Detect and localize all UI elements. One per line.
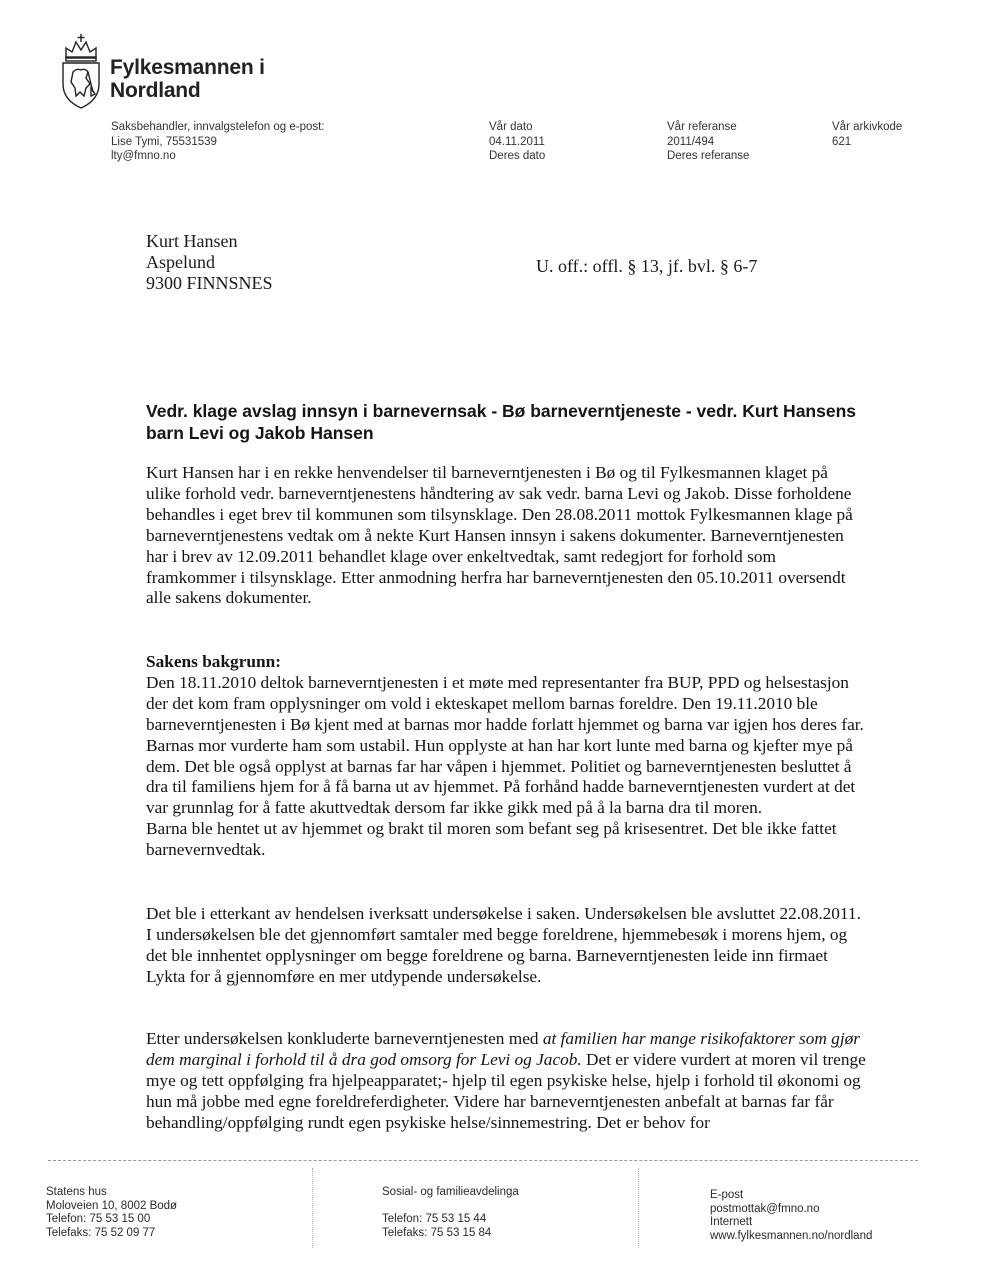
footer-column-divider <box>312 1168 313 1248</box>
org-name-line1: Fylkesmannen i <box>110 56 265 79</box>
recipient-name: Kurt Hansen <box>146 231 238 251</box>
footer-column-divider <box>638 1168 639 1248</box>
classification-note: U. off.: offl. § 13, jf. bvl. § 6-7 <box>536 256 758 276</box>
archive-code: 621 <box>832 135 852 148</box>
recipient-address <box>146 231 273 294</box>
our-reference-label: Vår referanse <box>667 121 737 133</box>
case-handler-email: lty@fmno.no <box>111 150 176 162</box>
footer-website: www.fylkesmannen.no/nordland <box>710 1229 873 1242</box>
footer-line: Telefaks: 75 52 09 77 <box>46 1226 156 1239</box>
letter-title: Vedr. klage avslag innsyn i barnevernsak - Bø barneverntjeneste - vedr. Kurt Hansens barn Levi og Jakob Hansen <box>146 401 857 443</box>
footer-line: E-post <box>710 1189 744 1201</box>
intro-paragraph <box>146 463 866 609</box>
investigation-text: Det ble i etterkant av hendelsen iverksatt undersøkelse i saken. Undersøkelsen ble avsluttet 22.08.2011. I undersøkelsen ble det gjennomført samtaler med begge foreldrene, hjemmebesøk i morens hjem, og det ble innhentet opplysninger om begge foreldrene og barna. Barneverntjenesten leide inn firmaet Lykta for å gjennomføre en mer utdypende undersøkelse. <box>146 904 861 986</box>
footer-department <box>382 1186 519 1240</box>
background-paragraph-2: Barna ble hentet ut av hjemmet og brakt til moren som befant seg på krisesentret. Det ble ikke fattet barnevernvedtak. <box>146 819 837 860</box>
recipient-street: Aspelund <box>146 252 215 272</box>
our-date-label: Vår dato <box>489 121 533 133</box>
footer-line: Telefaks: 75 53 15 84 <box>382 1226 492 1239</box>
investigation-paragraph <box>146 904 866 988</box>
our-date: 04.11.2011 <box>489 135 545 148</box>
reference-block <box>667 120 749 164</box>
our-reference: 2011/494 <box>667 135 715 148</box>
your-reference-label: Deres referanse <box>667 150 750 162</box>
footer-address <box>46 1186 177 1240</box>
footer-line: Statens hus <box>46 1186 107 1198</box>
conclusion-quote: at familien har mange risikofaktorer som gjør dem marginal i forhold til å dra god omsorg for Levi og Jacob. <box>146 1029 860 1069</box>
footer-line: Internett <box>710 1216 753 1228</box>
background-paragraph-1: Den 18.11.2010 deltok barneverntjenesten i et møte med representanter fra BUP, PPD og helsestasjon der det kom fram opplysninger om vold i ekteskapet mellom barnas foreldre. Den 19.11.2010 ble barneverntjenesten i Bø kjent med at barnas mor hadde forlatt hjemmet og barna var igjen hos deres far. Barnas mor vurderte ham som ustabil. Hun opplyste at han har kort lunte med barna og kjefter mye på dem. Det ble også opplyst at barnas far har våpen i hjemmet. Politiet og barneverntjenesten besluttet å dra til familiens hjem for å få barna ut av hjemmet. På forhånd hadde barneverntjenesten vurdert at det var grunnlag for å fatte akuttvedtak dersom far ikke gikk med på å la barna dra til moren. <box>146 672 864 818</box>
footer-contact <box>710 1189 872 1243</box>
archive-block <box>832 120 902 149</box>
background-heading: Sakens bakgrunn: <box>146 652 281 671</box>
recipient-postal: 9300 FINNSNES <box>146 273 273 293</box>
case-handler-block <box>111 120 325 164</box>
footer-divider <box>48 1160 918 1161</box>
your-date-label: Deres dato <box>489 150 546 162</box>
footer-line: Telefon: 75 53 15 00 <box>46 1213 151 1225</box>
intro-text: Kurt Hansen har i en rekke henvendelser til barneverntjenesten i Bø og til Fylkesmannen klaget på ulike forhold vedr. barneverntjenestens håndtering av sak vedr. barna Levi og Jakob. Disse forholdene behandles i eget brev til kommunen som tilsynsklage. Den 28.08.2011 mottok Fylkesmannen klage på barneverntjenestens vedtak om å nekte Kurt Hansen innsyn i sakens dokumenter. Barneverntjenesten har i brev av 12.09.2011 behandlet klage over enkeltvedtak, samt redegjort for forhold som framkommer i tilsynsklage. Etter anmodning herfra har barneverntjenesten den 05.10.2011 oversendt alle sakens dokumenter. <box>146 463 853 608</box>
footer-line: Moloveien 10, 8002 Bodø <box>46 1199 178 1212</box>
date-block <box>489 120 545 164</box>
conclusion-rest: Det er videre vurdert at moren vil trenge mye og tett oppfølging fra hjelpeapparatet;- hjelp til egen psykiske helse, hjelp i forhold til økonomi og hun må jobbe med egne foreldreferdigheter. Videre har barneverntjenesten anbefalt at barnas far får behandling/oppfølging rundt egen psykiske helse/sinnemestring. Det er behov for <box>146 1049 866 1132</box>
case-handler-name: Lise Tymi, 75531539 <box>111 135 217 148</box>
footer-email: postmottak@fmno.no <box>710 1202 820 1215</box>
org-name-line2: Nordland <box>110 79 201 102</box>
conclusion-paragraph <box>146 1029 866 1134</box>
coat-of-arms-icon <box>58 32 104 110</box>
background-section <box>146 652 866 861</box>
footer-line: Telefon: 75 53 15 44 <box>382 1213 487 1225</box>
conclusion-lead: Etter undersøkelsen konkluderte barneverntjenesten med <box>146 1029 543 1048</box>
organization-name <box>110 56 265 102</box>
footer-department-name: Sosial- og familieavdelinga <box>382 1186 519 1198</box>
archive-code-label: Vår arkivkode <box>832 121 903 133</box>
case-handler-label: Saksbehandler, innvalgstelefon og e-post: <box>111 121 325 133</box>
